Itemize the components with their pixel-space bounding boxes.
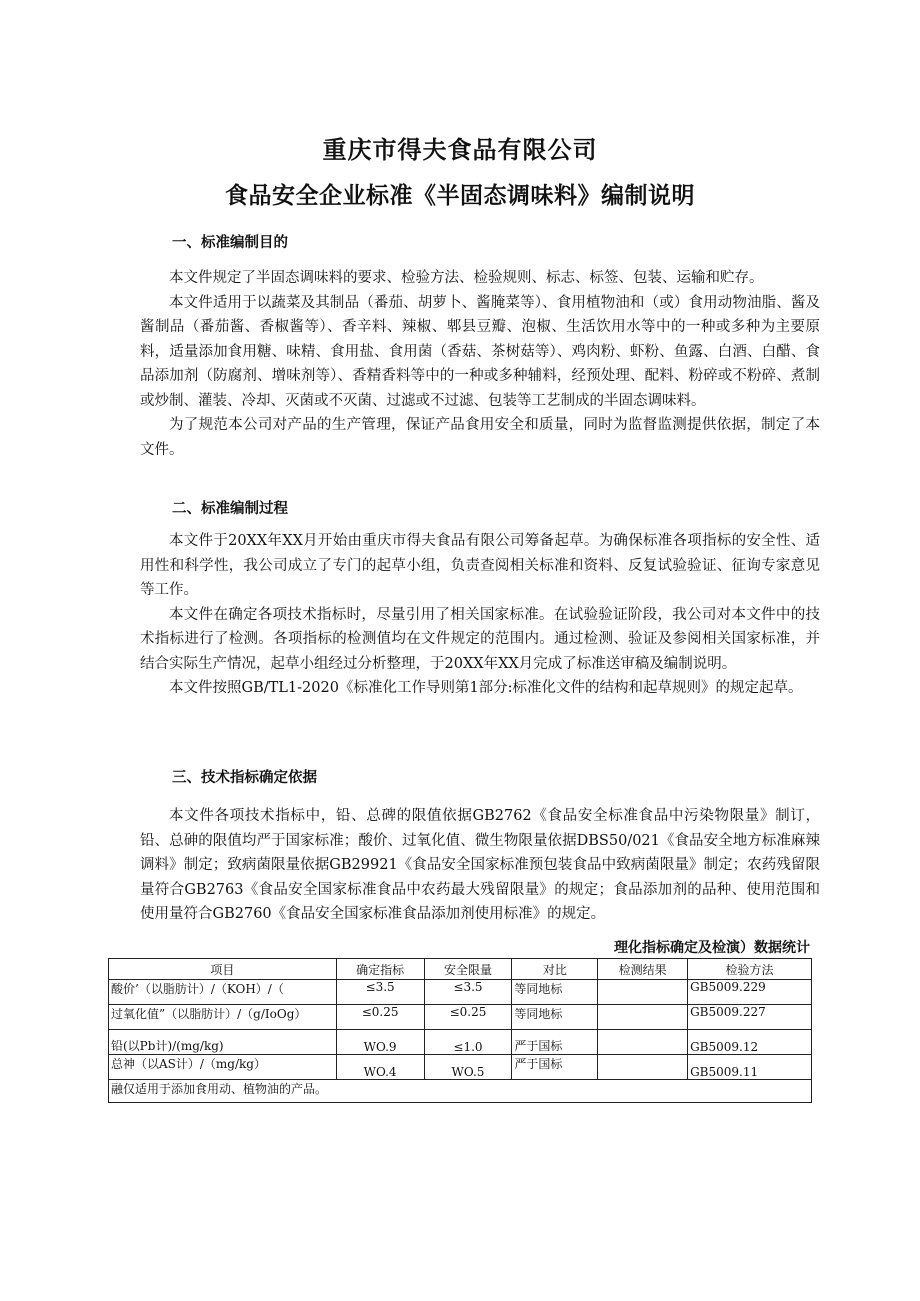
table-header-row <box>109 959 812 980</box>
table-cell <box>598 1055 688 1080</box>
table-cell: 等同地标 <box>512 980 598 1005</box>
table-cell: 总神（以AS计）/（mg/kg） <box>109 1055 337 1080</box>
document-title: 食品安全企业标准《半固态调味料》编制说明 <box>225 183 695 209</box>
table-cell: 等同地标 <box>512 1005 598 1030</box>
paragraph: 本文件在确定各项技术指标时，尽量引用了相关国家标准。在试验验证阶段，我公司对本文件中的技术指标进行了检测。各项指标的检测值均在文件规定的范围内。通过检测、验证及参阅相关国家标准，并结合实际生产情况，起草小组经过分析整理，于20XX年XX月完成了标准送审稿及编制说明。 <box>140 606 820 672</box>
table-cell: WO.4 <box>336 1055 424 1080</box>
section-body-purpose <box>140 266 820 462</box>
table-row <box>109 1030 812 1055</box>
paragraph: 为了规范本公司对产品的生产管理，保证产品食用安全和质量，同时为监督监测提供依据，制定了本文件。 <box>140 417 820 458</box>
company-title: 重庆市得夫食品有限公司 <box>322 136 598 164</box>
section-heading-process: 二、标准编制过程 <box>172 501 288 517</box>
table-cell: 酸价’（以脂肪计）/（KOH）/（ <box>109 980 337 1005</box>
table-cell: WO.9 <box>336 1030 424 1055</box>
table-cell: 过氧化值”（以脂肪计）/（g/IoOg） <box>109 1005 337 1030</box>
table-note: 融仅适用于添加食用动、植物油的产品。 <box>109 1080 812 1103</box>
table-cell <box>598 1005 688 1030</box>
table-cell <box>598 1030 688 1055</box>
column-header: 安全限量 <box>424 959 512 980</box>
table-cell: 铅(以Pb计)/(mg/kg) <box>109 1030 337 1055</box>
table-cell: GB5009.12 <box>688 1030 812 1055</box>
table-row <box>109 1005 812 1030</box>
column-header: 检验方法 <box>688 959 812 980</box>
section-heading-purpose: 一、标准编制目的 <box>172 235 288 251</box>
table-row <box>109 980 812 1005</box>
table-cell: ≤0.25 <box>424 1005 512 1030</box>
indicator-table <box>108 958 812 1103</box>
paragraph: 本文件按照GB/TL1-2020《标准化工作导则第1部分:标准化文件的结构和起草规则》的规定起草。 <box>169 680 803 696</box>
table-cell: GB5009.229 <box>688 980 812 1005</box>
paragraph: 本文件适用于以蔬菜及其制品（番茄、胡萝卜、酱腌菜等）、食用植物油和（或）食用动物油脂、酱及酱制品（番茄酱、香椒酱等）、香辛料、辣椒、郫县豆瓣、泡椒、生活饮用水等中的一种或多种为主要原料，适量添加食用糖、味精、食用盐、食用菌（香菇、茶树菇等）、鸡肉粉、虾粉、鱼露、白酒、白醋、食品添加剂（防腐剂、增味剂等）、香精香料等中的一种或多种辅料，经预处理、配料、粉碎或不粉碎、煮制或炒制、灌装、冷却、灭菌或不灭菌、过滤或不过滤、包装等工艺制成的半固态调味料。 <box>140 294 820 409</box>
table-cell: 严于国标 <box>512 1055 598 1080</box>
table-caption: 理化指标确定及检演）数据统计 <box>614 940 810 956</box>
table-cell: GB5009.11 <box>688 1055 812 1080</box>
column-header: 对比 <box>512 959 598 980</box>
table-cell: ≤1.0 <box>424 1030 512 1055</box>
section-body-process <box>140 529 820 701</box>
paragraph: 本文件各项技术指标中，铅、总碑的限值依据GB2762《食品安全标准食品中污染物限量》制订，铅、总砷的限值均严于国家标准；酸价、过氧化值、微生物限量依据DBS50/021《食品安全地方标准麻辣调料》制定；致病菌限量依据GB29921《食品安全国家标准预包装食品中致病菌限量》制定；农药残留限量符合GB2763《食品安全国家标准食品中农药最大残留限量》的规定；食品添加剂的品种、使用范围和使用量符合GB2760《食品安全国家标准食品添加剂使用标准》的规定。 <box>140 808 820 922</box>
table-cell: GB5009.227 <box>688 1005 812 1030</box>
table-note-row <box>109 1080 812 1103</box>
section-heading-basis: 三、技术指标确定依据 <box>172 770 317 786</box>
paragraph: 本文件于20XX年XX月开始由重庆市得夫食品有限公司筹备起草。为确保标准各项指标的安全性、适用性和科学性，我公司成立了专门的起草小组，负责查阅相关标准和资料、反复试验验证、征询专家意见等工作。 <box>140 533 820 598</box>
table-cell <box>598 980 688 1005</box>
table-cell: ≤3.5 <box>336 980 424 1005</box>
table-cell: 严于国标 <box>512 1030 598 1055</box>
table-row <box>109 1055 812 1080</box>
table-cell: ≤3.5 <box>424 980 512 1005</box>
column-header: 项目 <box>109 959 337 980</box>
column-header: 检测结果 <box>598 959 688 980</box>
column-header: 确定指标 <box>336 959 424 980</box>
section-body-basis <box>140 804 820 927</box>
paragraph: 本文件规定了半固态调味料的要求、检验方法、检验规则、标志、标签、包装、运输和贮存。 <box>169 270 764 286</box>
table-cell: WO.5 <box>424 1055 512 1080</box>
table-cell: ≤0.25 <box>336 1005 424 1030</box>
